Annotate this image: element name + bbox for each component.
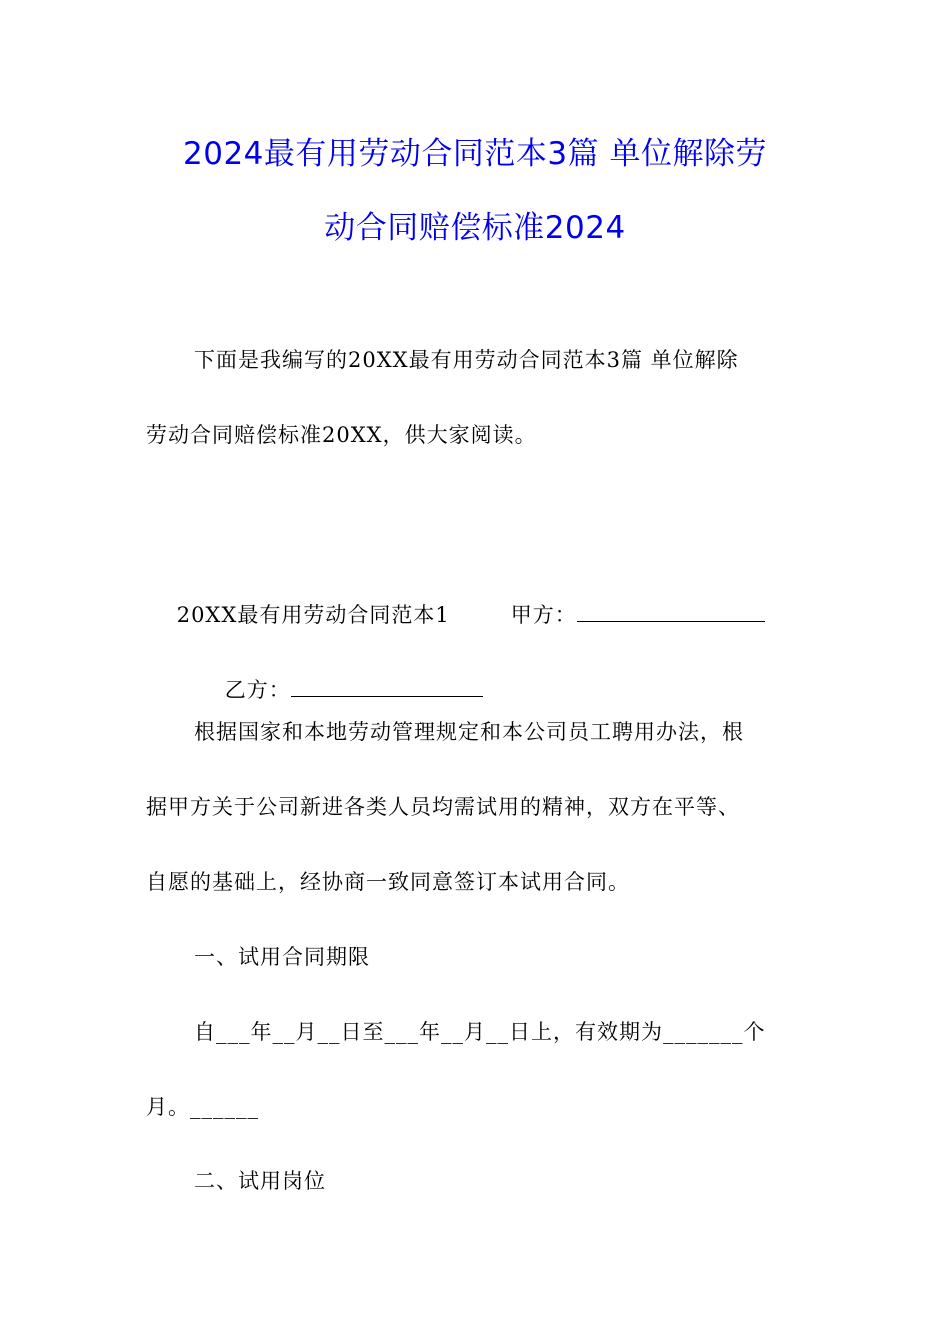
party-b-label: 乙方：: [224, 678, 291, 702]
section-2-title: 二、试用岗位: [194, 1169, 326, 1193]
document-title-line-2: 动合同赔偿标准2024: [324, 210, 626, 246]
term-line-2: 月。______: [146, 1095, 259, 1119]
document-title-line-1: 2024最有用劳动合同范本3篇 单位解除劳: [183, 136, 767, 172]
section-1-title: 一、试用合同期限: [194, 945, 370, 969]
intro-line-2: 劳动合同赔偿标准20XX，供大家阅读。: [146, 423, 537, 447]
paragraph-1-line-1: 根据国家和本地劳动管理规定和本公司员工聘用办法，根: [194, 720, 744, 744]
party-a-blank: [577, 601, 765, 622]
party-a-row: [480, 570, 765, 660]
term-line-1: 自___年__月__日至___年__月__日上，有效期为_______个: [194, 1020, 766, 1044]
party-b-blank: [291, 676, 483, 697]
intro-line-1: 下面是我编写的20XX最有用劳动合同范本3篇 单位解除: [194, 348, 739, 372]
party-a-label: 甲方：: [510, 603, 577, 627]
paragraph-1-line-2: 据甲方关于公司新进各类人员均需试用的精神，双方在平等、: [146, 795, 740, 819]
paragraph-1-line-3: 自愿的基础上，经协商一致同意签订本试用合同。: [146, 870, 630, 894]
contract-heading: 20XX最有用劳动合同范本1: [176, 603, 450, 627]
